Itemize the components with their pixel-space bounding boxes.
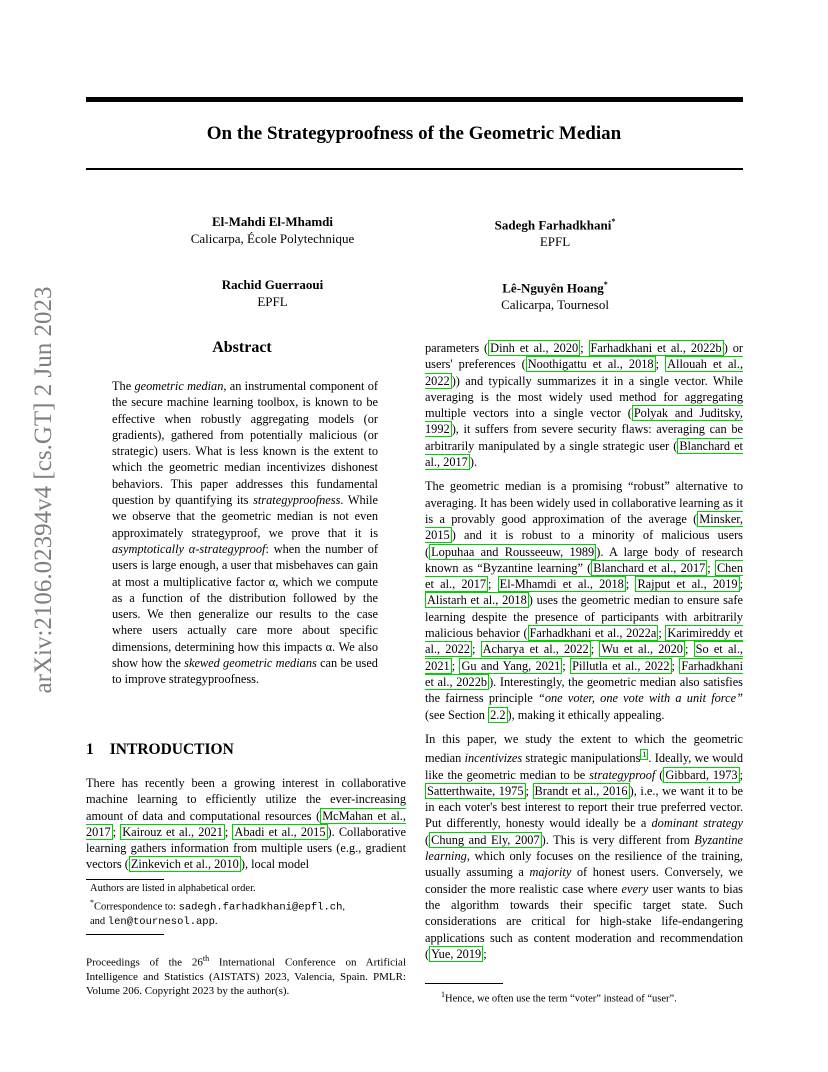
citation-link[interactable]: Chung and Ely, 2007 — [431, 832, 540, 847]
citation-link[interactable]: Chen et al., 2017 — [425, 560, 743, 592]
author-affiliation: EPFL — [257, 294, 288, 309]
citation-link[interactable]: Lopuhaa and Rousseeuw, 1989 — [431, 544, 595, 559]
intro-right-column — [425, 340, 743, 970]
author-name: Rachid Guerraoui — [221, 277, 324, 292]
paper-title: On the Strategyproofness of the Geometric Median — [206, 123, 622, 144]
citation-link[interactable]: Farhadkhani et al., 2022b — [590, 341, 722, 355]
footnote-rule — [86, 934, 164, 935]
author-name: El-Mahdi El-Mhamdi — [212, 214, 333, 229]
citation-link[interactable]: So et al., 2021 — [425, 642, 744, 673]
author-block — [445, 276, 665, 313]
citation-link[interactable]: Blanchard et al., 2017 — [425, 438, 743, 470]
author-block — [165, 276, 380, 310]
footnote-rule — [86, 879, 164, 880]
abstract-text: The geometric median, an instrumental component of the secure machine learning toolbox, is known to be effective when robustly aggregating models (or gradients), gathered from potentially malicious (or strategic) users. What is less known is the extent to which the geometric median incentivizes dishonest behaviors. This paper addresses this fundamental question by quantifying its strategyproofness. While we observe that the geometric median is not even approximately strategyproof, we prove that it is asymptotically α-strategyproof: when the number of users is large enough, a user that misbehaves can gain at most a multiplicative factor α, which we compute as a function of the distribution followed by the users. We then generalize our results to the case where users actually care more about specific dimensions, determining how this impacts α. We also show how the skewed geometric medians can be used to improve strategyproofness. — [112, 379, 379, 687]
author-name: Lê-Nguyên Hoang — [502, 280, 604, 296]
citation-link[interactable]: Wu et al., 2020 — [601, 642, 683, 657]
citation-link[interactable]: McMahan et al., 2017 — [86, 808, 406, 839]
citation-link[interactable]: Farhadkhani et al., 2022a — [529, 626, 657, 641]
footnote-link[interactable]: 1 — [642, 750, 647, 760]
citation-link[interactable]: El-Mhamdi et al., 2018 — [499, 577, 624, 592]
citation-link[interactable]: Alistarh et al., 2018 — [427, 593, 527, 608]
email-link[interactable]: len@tournesol.app — [107, 915, 215, 928]
citation-link[interactable]: Rajput et al., 2019 — [637, 577, 738, 592]
paragraph: The geometric median is a promising “robust” alternative to averaging. It has been widely used in collaborative learning as it is a provably good approximation of the average ( Minsker, 2015 ) and it is robust to a minority of malicious users ( Lopuhaa and Rousseeuw, 1989 ). A large body of research known as “Byzantine learning” ( Blanchard et al., 2017 ; Chen et al., 2017 ; El-Mhamdi et al., 2018 ; Rajput et al., 2019 ; Alistarh et al., 2018 ) uses the geometric median to ensure safe learning despite the presence of participants with arbitrarily malicious behavior ( Farhadkhani et al., 2022a ; Karimireddy et al., 2022 ; Acharya et al., 2022 ; Wu et al., 2020 ; So et al., 2021 ; Gu and Yang, 2021 ; Pillutla et al., 2022 ; Farhadkhani et al., 2022b ). Interestingly, the geometric median also satisfies the fairness principle “one voter, one vote with a unit force” (see Section 2.2 ), making it ethically appealing. — [425, 479, 744, 722]
citation-link[interactable]: Farhadkhani et al., 2022b — [425, 658, 744, 689]
citation-link[interactable]: Gu and Yang, 2021 — [461, 658, 561, 673]
citation-link[interactable]: Brandt et al., 2016 — [534, 783, 628, 798]
footnote-voter: $^1$Hence, we often use the term “voter” instead of “user”. — [441, 990, 677, 1005]
citation-link[interactable]: Gibbard, 1973 — [665, 767, 738, 782]
email-link[interactable]: sadegh.farhadkhani@epfl.ch — [178, 901, 343, 913]
citation-link[interactable]: Blanchard et al., 2017 — [593, 560, 706, 575]
section-link[interactable]: 2.2 — [490, 707, 506, 722]
citation-link[interactable]: Dinh et al., 2020 — [490, 341, 579, 355]
paragraph: In this paper, we study the extent to which the geometric median incentivizes strategic manipulations $^1$ . Ideally, we would like the geometric median to be strategyproof ( Gibbard, 1973 ; Satterthwaite, 1975 ; Brandt et al., 2016 ), i.e., we want it to be in each voter's best interest to report their true preferred vector. Put differently, honesty would ideally be a dominant strategy ( Chung and Ely, 2007 ). This is very different from Byzantine learning, which only focuses on the resilience of the training, usually assuming a majority of honest users. Conversely, we consider the more realistic case where every user wants to bias the algorithm towards their specific target state. Such considerations are critical for high-stake life-endangering applications such as content moderation and recommendation ( Yue, 2019 ; — [425, 731, 744, 961]
author-block — [445, 213, 665, 250]
citation-link[interactable]: Noothigattu et al., 2018 — [527, 357, 654, 372]
citation-link[interactable]: Zinkevich et al., 2010 — [130, 857, 239, 872]
author-mark: * — [603, 280, 608, 289]
proceedings-note: Proceedings of the 26th International Conference on Artificial Intelligence and Statistics (AISTATS) 2023, Valencia, Spain. PMLR: Volume 206. Copyright 2023 by the author(s). — [86, 954, 406, 997]
citation-link[interactable]: Acharya et al., 2022 — [482, 642, 589, 657]
citation-link[interactable]: Satterthwaite, 1975 — [427, 783, 524, 798]
citation-link[interactable]: Kairouz et al., 2021 — [122, 824, 223, 839]
footnote-authors: Authors are listed in alphabetical order. *Correspondence to: sadegh.farhadkhani@epfl.ch, and len@tournesol.app. — [90, 883, 346, 928]
abstract-heading: Abstract — [212, 339, 272, 356]
citation-link[interactable]: Yue, 2019 — [431, 946, 482, 961]
section-heading: 1 INTRODUCTION — [86, 741, 234, 758]
author-mark: * — [611, 217, 616, 226]
citation-link[interactable]: Abadi et al., 2015 — [234, 824, 326, 839]
author-block — [165, 213, 380, 247]
citation-link[interactable]: Karimireddy et al., 2022 — [425, 626, 743, 657]
paragraph: parameters ( Dinh et al., 2020 ; Farhadkhani et al., 2022b ) or users' preferences ( Noothigattu et al., 2018 ; Allouah et al., 2022 )) and typically summarizes it in a single vector. While averaging is the most widely used method for aggregating multiple vectors into a single vector ( Polyak and Juditsky, 1992 ), it suffers from severe security flaws: averaging can be arbitrarily manipulated by a single strategic user ( Blanchard et al., 2017 ). — [425, 341, 744, 470]
footnote-rule — [425, 983, 503, 984]
author-affiliation: EPFL — [539, 234, 571, 250]
arxiv-identifier: arXiv:2106.02394v4 [cs.GT] 2 Jun 2023 — [30, 286, 57, 694]
author-affiliation: Calicarpa, Tournesol — [501, 297, 609, 313]
citation-link[interactable]: Polyak and Juditsky, 1992 — [425, 406, 743, 437]
author-name: Sadegh Farhadkhani — [494, 217, 612, 233]
citation-link[interactable]: Pillutla et al., 2022 — [572, 658, 670, 673]
top-rule — [86, 97, 743, 102]
citation-link[interactable]: Minsker, 2015 — [425, 511, 743, 543]
title-bottom-rule — [86, 168, 743, 170]
citation-link[interactable]: Allouah et al., 2022 — [425, 357, 744, 388]
author-affiliation: Calicarpa, École Polytechnique — [190, 231, 355, 246]
intro-left-column: There has recently been a growing interest in collaborative machine learning to efficiently utilize the ever-increasing amount of data and computational resources ( McMahan et al., 2017 ; Kairouz et al., 2021 ; Abadi et al., 2015 ). Collaborative learning gathers information from multiple users (e.g., gradient vectors ( Zinkevich et al., 2010 ), local model — [86, 776, 406, 872]
